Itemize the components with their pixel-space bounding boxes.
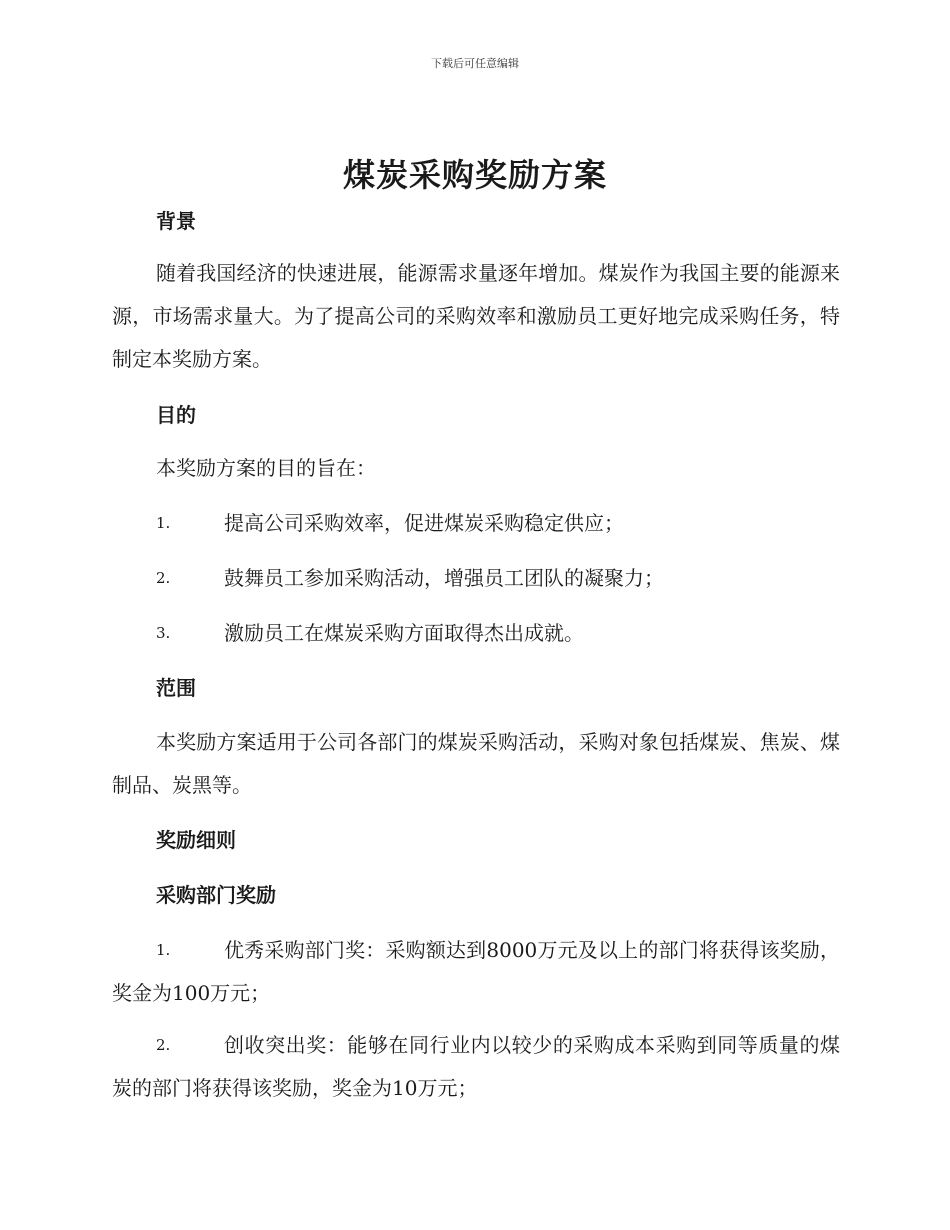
background-paragraph: 随着我国经济的快速进展，能源需求量逐年增加。煤炭作为我国主要的能源来源，市场需求量大。为了提高公司的采购效率和激励员工更好地完成采购任务，特制定本奖励方案。	[112, 261, 840, 371]
list-item-number: 3.	[156, 624, 171, 642]
list-item-text: 鼓舞员工参加采购活动，增强员工团队的凝聚力；	[224, 566, 664, 590]
document-title: 煤炭采购奖励方案	[342, 156, 607, 194]
list-item-number: 2.	[156, 1036, 171, 1054]
scope-paragraph: 本奖励方案适用于公司各部门的煤炭采购活动，采购对象包括煤炭、焦炭、煤制品、炭黑等。	[112, 730, 840, 797]
list-item-text: 提高公司采购效率，促进煤炭采购稳定供应；	[224, 511, 624, 535]
purpose-intro: 本奖励方案的目的旨在：	[156, 456, 376, 480]
section-heading-background: 背景	[156, 209, 196, 233]
list-item-text: 优秀采购部门奖：采购额达到8000万元及以上的部门将获得该奖励，奖金为100万元；	[112, 938, 840, 1005]
sub-heading-department-awards: 采购部门奖励	[156, 883, 276, 907]
list-item-number: 2.	[156, 569, 171, 587]
list-item-number: 1.	[156, 514, 171, 532]
section-heading-rules: 奖励细则	[156, 828, 236, 852]
section-heading-scope: 范围	[156, 676, 196, 700]
list-item-text: 创收突出奖：能够在同行业内以较少的采购成本采购到同等质量的煤炭的部门将获得该奖励，奖金为10万元；	[112, 1033, 840, 1100]
page-header: 下载后可任意编辑	[431, 57, 519, 70]
list-item-number: 1.	[156, 941, 171, 959]
section-heading-purpose: 目的	[156, 403, 196, 427]
list-item	[112, 929, 840, 1015]
list-item-text: 激励员工在煤炭采购方面取得杰出成就。	[224, 621, 584, 645]
list-item	[112, 1024, 840, 1110]
